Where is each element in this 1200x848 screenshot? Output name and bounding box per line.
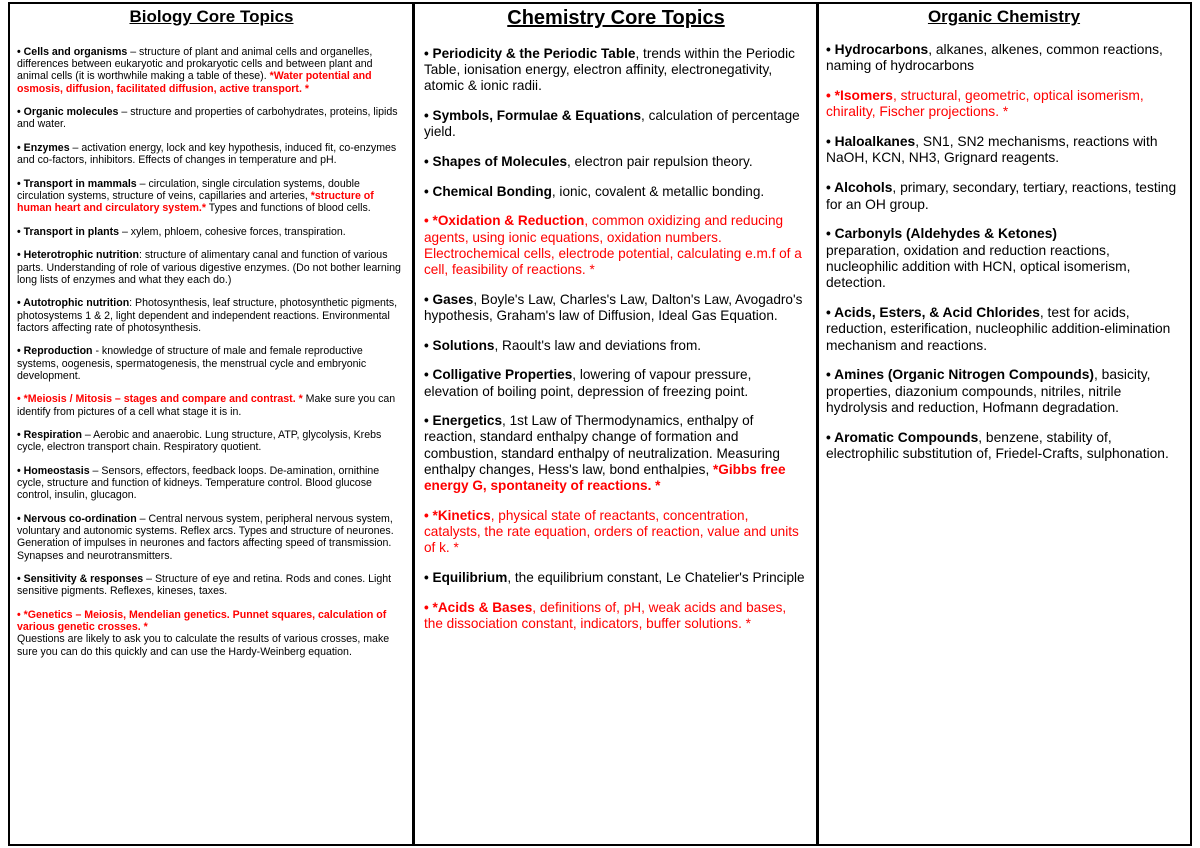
organic-chemistry-heading: Organic Chemistry bbox=[927, 7, 1081, 26]
topic-text: – xylem, phloem, cohesive forces, transpiration. bbox=[119, 225, 346, 238]
chemistry-heading: Chemistry Core Topics bbox=[507, 7, 725, 29]
topic-title: • *Meiosis / Mitosis – stages and compare and contrast. * bbox=[17, 393, 303, 406]
topic-entry bbox=[17, 106, 406, 130]
organic-topic-list bbox=[826, 42, 1182, 462]
topic-title: • Heterotrophic nutrition bbox=[17, 249, 139, 262]
topic-entry bbox=[424, 184, 808, 200]
topics-table bbox=[8, 2, 1192, 846]
topic-entry bbox=[424, 46, 808, 95]
topic-entry bbox=[826, 367, 1182, 416]
topic-text: – Aerobic and anaerobic. Lung structure, ATP, glycolysis, Krebs cycle, electron transport chain. Respiratory quotient. bbox=[17, 429, 382, 454]
topic-title: • Symbols, Formulae & Equations bbox=[424, 108, 642, 124]
topic-entry bbox=[424, 338, 808, 354]
topic-text: – structure of plant and animal cells and organelles, differences between eukaryotic and prokaryotic cells and between plant and animal cells (it is worthwhile making a table of these). bbox=[17, 46, 373, 83]
topic-title: • Colligative Properties bbox=[424, 367, 573, 383]
topic-text: , ionic, covalent & metallic bonding. bbox=[551, 183, 765, 199]
topic-title: • *Acids & Bases bbox=[424, 599, 533, 615]
biology-topic-list bbox=[17, 46, 406, 658]
topic-title: *structure of human heart and circulatory system.* bbox=[17, 190, 374, 215]
topic-title: • Hydrocarbons bbox=[826, 42, 929, 57]
topic-title: • Amines (Organic Nitrogen Compounds) bbox=[826, 367, 1095, 383]
topic-text: , electron pair repulsion theory. bbox=[567, 154, 753, 170]
topic-entry bbox=[17, 465, 406, 502]
topic-title: • Gases bbox=[424, 291, 474, 307]
topic-entry bbox=[424, 367, 808, 399]
topic-title: • Organic molecules bbox=[17, 106, 119, 119]
topic-entry bbox=[424, 570, 808, 586]
topic-title: • Shapes of Molecules bbox=[424, 154, 567, 170]
topic-title: • Respiration bbox=[17, 429, 82, 442]
topic-title: • Solutions bbox=[424, 337, 495, 353]
topic-text: , basicity, properties, diazonium compounds, nitriles, nitrile hydrolysis and reduction, Hofmann degradation. bbox=[826, 367, 1151, 416]
topic-title: • *Kinetics bbox=[424, 507, 491, 523]
topic-entry bbox=[826, 134, 1182, 167]
topic-entry bbox=[826, 42, 1182, 75]
biology-heading: Biology Core Topics bbox=[129, 7, 294, 26]
topic-text: , benzene, stability of, electrophilic substitution of, Friedel-Crafts, sulphonation. bbox=[826, 429, 1169, 462]
topic-entry bbox=[17, 297, 406, 334]
topic-text: : Photosynthesis, leaf structure, photosynthetic pigments, photosystems 1 & 2, light dependent and independent reactions. Environmental factors affecting rate of photosynthesis. bbox=[17, 297, 398, 334]
topic-title: • Acids, Esters, & Acid Chlorides bbox=[826, 305, 1040, 321]
topic-text: , structural, geometric, optical isomerism, chirality, Fischer projections. * bbox=[826, 88, 1144, 120]
topic-title: • Sensitivity & responses bbox=[17, 573, 144, 586]
topic-text: , physical state of reactants, concentration, catalysts, the rate equation, orders of reaction, value and units of k. * bbox=[424, 507, 799, 556]
topic-text: – structure and properties of carbohydrates, proteins, lipids and water. bbox=[17, 106, 398, 131]
topic-entry bbox=[17, 249, 406, 286]
topic-title: • Nervous co-ordination bbox=[17, 512, 137, 525]
topic-entry bbox=[17, 345, 406, 382]
topic-text: , definitions of, pH, weak acids and bases, the dissociation constant, indicators, buffer solutions. * bbox=[424, 599, 787, 631]
topic-text: – Structure of eye and retina. Rods and cones. Light sensitive pigments. Reflexes, kineses, taxes. bbox=[17, 573, 392, 598]
topic-entry bbox=[17, 142, 406, 166]
topic-text: - knowledge of structure of male and female reproductive systems, oogenesis, spermatogenesis, the menstrual cycle and embryonic development. bbox=[17, 345, 367, 382]
topic-entry bbox=[424, 292, 808, 324]
chemistry-topic-list bbox=[424, 46, 808, 632]
topic-text: – Central nervous system, peripheral nervous system, voluntary and autonomic systems. Reflex arcs. Types and structure of neurones. Generation of impulses in neurones and factors affecting speed of transmission. Synapses and neurotransmitters. bbox=[17, 512, 394, 562]
topic-title: • Transport in mammals bbox=[17, 177, 137, 190]
topic-entry bbox=[17, 573, 406, 597]
topic-text: , calculation of percentage yield. bbox=[424, 108, 800, 140]
topic-title: • Homeostasis bbox=[17, 464, 90, 477]
topic-entry bbox=[424, 413, 808, 494]
topic-entry bbox=[17, 46, 406, 95]
topic-title: • Carbonyls (Aldehydes & Ketones) bbox=[826, 226, 1057, 242]
topic-title: • Haloalkanes bbox=[826, 134, 916, 150]
topic-entry bbox=[424, 508, 808, 557]
topic-text: : structure of alimentary canal and function of various parts. Understanding of role of various digestive enzymes. (Do not bother learning long lists of enzymes and what they each do.) bbox=[17, 249, 401, 286]
topic-title: *Water potential and osmosis, diffusion, facilitated diffusion, active transport. * bbox=[17, 70, 372, 95]
topic-title: • *Genetics – Meiosis, Mendelian genetics. Punnet squares, calculation of various genetic crosses. * bbox=[17, 608, 387, 634]
topic-text: – circulation, single circulation systems, double circulation systems, structure of veins, capillaries and arteries, bbox=[17, 177, 360, 202]
topic-title: • Periodicity & the Periodic Table bbox=[424, 46, 636, 61]
topic-text: , SN1, SN2 mechanisms, reactions with NaOH, KCN, NH3, Grignard reagents. bbox=[826, 134, 1158, 166]
topic-entry bbox=[826, 305, 1182, 354]
topic-title: • Chemical Bonding bbox=[424, 183, 552, 199]
topic-entry bbox=[424, 154, 808, 170]
topic-title: • Aromatic Compounds bbox=[826, 429, 979, 445]
topic-title: • Equilibrium bbox=[424, 569, 508, 585]
topic-text: – activation energy, lock and key hypothesis, induced fit, co-enzymes and co-factors, inhibitors. Effects of changes in temperature and pH. bbox=[17, 142, 397, 167]
topic-text: , lowering of vapour pressure, elevation of boiling point, depression of freezing point. bbox=[424, 367, 752, 399]
chemistry-column bbox=[415, 4, 819, 844]
topic-entry bbox=[17, 393, 406, 417]
topic-text: Questions are likely to ask you to calculate the results of various crosses, make sure you can do this quickly and can use the Hardy-Weinberg equation. bbox=[17, 633, 390, 658]
topic-text: – Sensors, effectors, feedback loops. De-amination, ornithine cycle, structure and function of kidneys. Temperature control. Blood glucose control, insulin, glucagon. bbox=[17, 464, 380, 502]
topic-entry bbox=[424, 600, 808, 632]
topic-text: , 1st Law of Thermodynamics, enthalpy of reaction, standard enthalpy change of formation and combustion, standard enthalpy of neutralization. Measuring enthalpy changes, Hess's law, bond enthalpies, bbox=[424, 413, 780, 477]
biology-column bbox=[10, 4, 415, 844]
topic-entry bbox=[17, 429, 406, 453]
topic-entry bbox=[826, 430, 1182, 463]
topic-text: preparation, oxidation and reduction reactions, nucleophilic addition with HCN, optical isomerism, detection. bbox=[826, 242, 1131, 291]
topic-title: • Transport in plants bbox=[17, 225, 120, 238]
topic-entry bbox=[826, 88, 1182, 121]
topic-text: , trends within the Periodic Table, ionisation energy, electron affinity, electronegativity, atomic & ionic radii. bbox=[424, 46, 795, 94]
topic-title: • Autotrophic nutrition bbox=[17, 297, 130, 310]
topic-text: , Raoult's law and deviations from. bbox=[494, 337, 702, 353]
topic-entry bbox=[17, 609, 406, 658]
topic-text: , alkanes, alkenes, common reactions, naming of hydrocarbons bbox=[826, 42, 1163, 74]
topic-text: , test for acids, reduction, esterification, nucleophilic addition-elimination mechanism and reactions. bbox=[826, 305, 1171, 353]
topic-text: Types and functions of blood cells. bbox=[206, 202, 371, 215]
topic-title: • *Isomers bbox=[826, 88, 893, 104]
topic-entry bbox=[826, 180, 1182, 213]
topic-text: , common oxidizing and reducing agents, using ionic equations, oxidation numbers. Electrochemical cells, electrode potential, calculating e.m.f of a cell, feasibility of reactions. * bbox=[424, 213, 802, 278]
topic-entry bbox=[17, 226, 406, 238]
topic-title: • Reproduction bbox=[17, 345, 93, 358]
topic-title: • *Oxidation & Reduction bbox=[424, 213, 585, 229]
topic-title: • Enzymes bbox=[17, 142, 70, 154]
topic-text: , primary, secondary, tertiary, reactions, testing for an OH group. bbox=[826, 180, 1177, 212]
topic-entry bbox=[424, 213, 808, 278]
topic-entry bbox=[17, 513, 406, 562]
topic-title: • Energetics bbox=[424, 413, 503, 429]
topic-title: *Gibbs free energy G, spontaneity of reactions. * bbox=[424, 461, 786, 494]
topic-title: • Cells and organisms bbox=[17, 46, 128, 58]
topic-text: Make sure you can identify from pictures of a cell what stage it is in. bbox=[17, 393, 396, 418]
topic-text: , the equilibrium constant, Le Chatelier's Principle bbox=[507, 569, 805, 585]
topic-title: • Alcohols bbox=[826, 180, 893, 196]
topic-entry bbox=[424, 108, 808, 140]
organic-chemistry-column bbox=[819, 4, 1190, 844]
topic-entry bbox=[826, 226, 1182, 291]
topic-text: , Boyle's Law, Charles's Law, Dalton's Law, Avogadro's hypothesis, Graham's law of Diffusion, Ideal Gas Equation. bbox=[424, 291, 803, 323]
topic-entry bbox=[17, 178, 406, 215]
